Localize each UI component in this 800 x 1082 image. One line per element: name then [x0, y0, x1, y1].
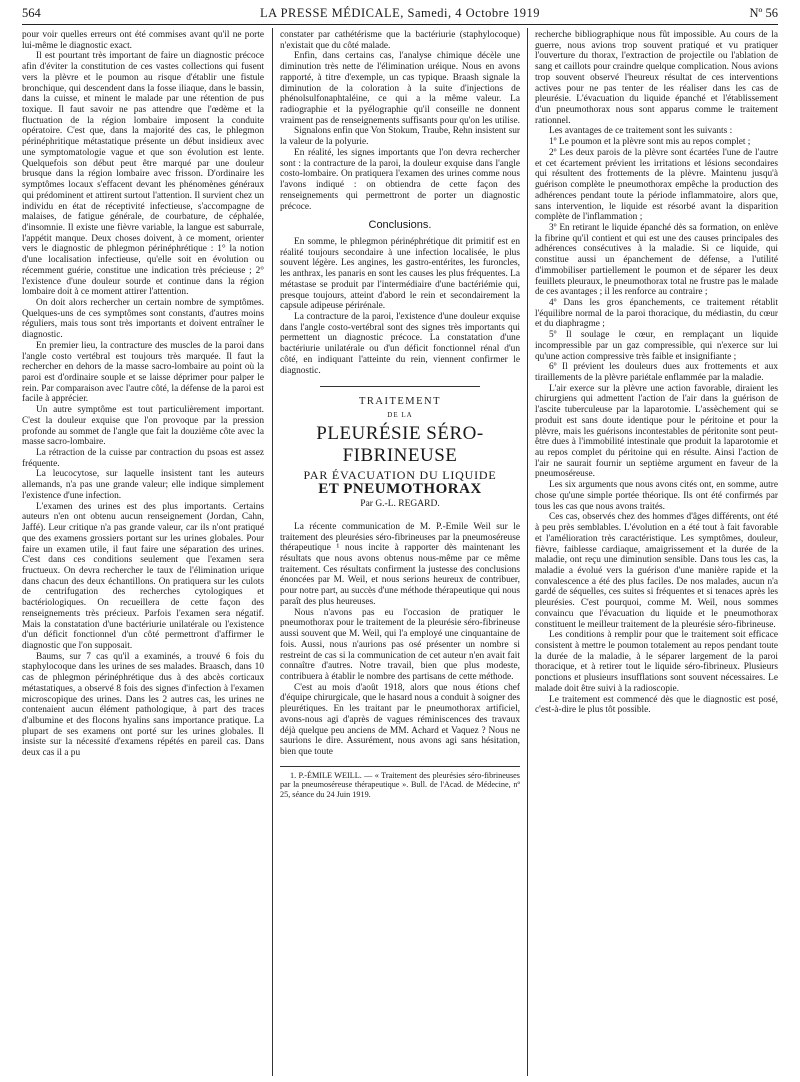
article-title-line: TRAITEMENT: [358, 396, 442, 408]
paragraph: 2º Les deux parois de la plèvre sont écartées l'une de l'autre et cet écartement prévient les irritations et lésions secondaires qui résultent des frottements de la plèvre. Maintenu jusqu'à guérison complète le pneumothorax empêche la production des adhérences pendant toute la période inflammatoire, alors que, sans intervention, le liquide est résorbé avant la disparition complète de l'inflammation ;: [535, 147, 778, 223]
article-title-line: ET PNEUMOTHORAX: [318, 481, 482, 498]
page-number: 564: [22, 6, 41, 20]
paragraph: 5º Il soulage le cœur, en remplaçant un liquide incompressible par un gaz compressible, qui n'exerce sur lui qu'une action compressive très faible et insignifiante ;: [535, 330, 778, 362]
paragraph: La rétraction de la cuisse par contraction du psoas est assez fréquente.: [22, 448, 264, 469]
paragraph: L'air exerce sur la plèvre une action favorable, diraient les chirurgiens qui admettent l'action de l'air dans la guérison de l'ascite tuberculeuse par la laparotomie. L'assèchement qui se produit est sans doute identique pour le péritoine et pour la plèvre, mais les guérisons incontestables de péritonite sont peut-être dues à l'immobilité intestinale que produit la laparotomie et au repos complet du péritoine qui en résulte. Ainsi l'action de l'air ne saurait fournir un septième argument en faveur de la pneumoséreuse.: [535, 383, 778, 480]
column-divider: [272, 28, 273, 1076]
article-separator: [320, 386, 480, 387]
paragraph: Les conditions à remplir pour que le traitement soit efficace consistent à mettre le poumon totalement au repos pendant toute la durée de la maladie, à le séparer largement de la paroi thoracique, et à retirer tout le liquide séro-fibrineux. Plusieurs ponctions et plusieurs insufflations sont souvent nécessaires. Le malade doit être suivi à la radioscopie.: [535, 630, 778, 694]
article-title-line: DE LA: [387, 411, 413, 419]
paragraph: pour voir quelles erreurs ont été commises avant qu'il ne porte lui-même le diagnostic exact.: [22, 30, 264, 51]
issue-number: Nº 56: [749, 6, 778, 20]
paragraph: La leucocytose, sur laquelle insistent tant les auteurs allemands, n'a pas une grande valeur; elle indique simplement l'existence d'une infection.: [22, 469, 264, 501]
paragraph: On doit alors rechercher un certain nombre de symptômes. Quelques-uns de ces symptômes sont constants, d'autres moins réguliers, mais tous sont très importants et doivent entraîner le diagnostic.: [22, 297, 264, 341]
paragraph: recherche bibliographique nous fût impossible. Au cours de la guerre, nous avions trop souvent pratiqué et vu pratiquer l'ouverture du thorax, l'extraction de projectile ou l'ablation de sang et caillots pour craindre quelque complication. Nous avions trop souvent observé l'heureux résultat de ces interventions actives pour ne pas tenter de les réaliser dans les cas de pleurésie. L'évacuation du liquide épanché et l'établissement d'un pneumothorax nous sont apparus comme le traitement rationnel.: [535, 30, 778, 126]
paragraph: La contracture de la paroi, l'existence d'une douleur exquise dans l'angle costo-vertébral sont des signes très importants qui permettent un diagnostic précoce. La constatation d'une bactériurie unilatérale ou d'un déficit fonctionnel rénal d'un côté, en indiquant l'atteinte du rein, viennent confirmer le diagnostic.: [280, 311, 520, 376]
paragraph: Enfin, dans certains cas, l'analyse chimique décèle une diminution très nette de l'élimination uréique. Nous en avons rapporté, à titre d'exemple, un cas typique. Braash signale la diminution de la coloration à la suite d'injections de phénolsulfonaphtaléine, ce qui a la même valeur. La radiographie et la pyélographie qu'il conseille ne donnent vraiment pas de renseignements suffisants pour qu'on les utilise.: [280, 51, 520, 126]
paragraph: 1º Le poumon et la plèvre sont mis au repos complet ;: [549, 137, 751, 148]
paragraph: Nous n'avons pas eu l'occasion de pratiquer le pneumothorax pour le traitement de la pleurésie séro-fibrineuse aussi souvent que M. Weil, qui l'a employé une cinquantaine de fois. Aussi, nous n'aurions pas osé présenter un nombre si restreint de cas si la communication de cet auteur n'en avait fait connaître d'autres. Notre travail, bien que plus modeste, contribuera à établir le nombre des partisans de cette méthode.: [280, 607, 520, 682]
article-title-main: PLEURÉSIE SÉRO-FIBRINEUSE: [316, 422, 484, 466]
paragraph: L'examen des urines est des plus importants. Certains auteurs n'en ont obtenu aucun renseignement (Jordan, Cahn, Jaffé). Leur critique n'a pas grande valeur, car ils n'ont pratiqué que des examens grossiers portant sur les urines globales. Pour faire un examen utile, il faut faire une séparation des urines. C'est dans ces conditions seulement que l'examen sera fructueux. On devra rechercher le taux de l'élimination urique dans chacun des deux échantillons. On pratiquera sur les culots de centrifugation des recherches cytologiques et bactériologiques. On recueillera de cette façon des renseignements très précieux. Parfois l'examen sera négatif. Mais la constatation d'une bactériurie unilatérale ou l'existence d'un déficit fonctionnel d'un côté permettront d'affirmer le diagnostic que l'on supposait.: [22, 501, 264, 651]
paragraph: Les avantages de ce traitement sont les suivants :: [549, 126, 733, 137]
column-divider: [527, 28, 528, 1076]
section-heading: Conclusions.: [368, 219, 432, 232]
footnote-text: 1. P.-ÉMILE WEILL. — « Traitement des pleurésies séro-fibrineuses par la pneumoséreuse thérapeutique ». Bull. de l'Acad. de Médecine, nº 25, séance du 24 Juin 1919.: [280, 770, 520, 799]
paragraph: En premier lieu, la contracture des muscles de la paroi dans l'angle costo vertébral est toujours très marquée. Il faut la rechercher en dehors de la masse sacro-lombaire au point où la paroi est d'ordinaire souple et se laisse déprimer pour palper le rein. Par comparaison avec l'autre côté, la défense de la paroi est facile à apprécier.: [22, 340, 264, 405]
article-author: Par G.-L. REGARD.: [360, 499, 440, 510]
paragraph: La récente communication de M. P.-Emile Weil sur le traitement des pleurésies séro-fibrineuses par la pneumoséreuse thérapeutique ¹ nous incite à rapporter dès maintenant les résultats que nous avons obtenus nous-même par ce même traitement. Ces résultats confirment la justesse des conclusions énoncées par M. Weil, et nous serions heureux de contribuer, pour notre part, au succès d'une méthode thérapeutique qui nous paraît des plus heureuses.: [280, 521, 520, 607]
paragraph: Il est pourtant très important de faire un diagnostic précoce afin d'éviter la constitution de ces vastes collections qui fusent vers la plèvre et le poumon au risque d'établir une fistule bronchique, qui descendent dans la fosse iliaque, dans le bassin, dans la cuisse, et minent le malade par une rétention de pus toxique. Il faut savoir ne pas attendre que l'œdème et la fluctuation de la région lombaire imposent la conduite opératoire. C'est que, dans la majorité des cas, le phlegmon périnéphritique métastatique présente un début insidieux avec une symptomatologie vague et que son évolution est lente. Quelquefois son début peut être marqué par une douleur brusque dans la région lombaire avec frisson. D'ordinaire les symptômes locaux s'effacent devant les phénomènes généraux qui prédominent et attirent surtout l'attention. Il survient chez un individu en état de réceptivité infectieuse, s'accompagne de malaises, de fatigue générale, de courbature, de céphalée, d'insomnie. Il existe une fièvre variable, la langue est saburrale, l'appétit manque. Deux choses doivent, à ce moment, orienter vers le diagnostic de phlegmon périnéphrétique : 1° la notion d'une localisation infectieuse, qu'elle soit en évolution ou récemment guérie, constitue une indication très précieuse ; 2° l'existence d'une douleur sourde et continue dans la région lombaire doit à ce moment attirer l'attention.: [22, 51, 264, 298]
column-2: [280, 30, 520, 1076]
paragraph: C'est au mois d'août 1918, alors que nous étions chef d'équipe chirurgicale, que le hasard nous a conduit à soigner des pleurétiques. En les traitant par le pneumothorax artificiel, avons-nous agi d'après de vagues réminiscences des travaux déjà quelque peu anciens de MM. Achard et Vaquez ? Nous ne saurions le dire. Assurément, nous avons agi sans hésitation, bien que toute: [280, 682, 520, 757]
paragraph: 3º En retirant le liquide épanché dès sa formation, on enlève la fibrine qu'il contient et qui est une des causes principales des adhérences consécutives à la maladie. Si ce liquide, qui constitue aussi un épanchement de défense, a l'utilité d'immobiliser partiellement le poumon et de séparer les deux feuillets pleuraux, le pneumothorax total ne frustre pas le malade de ces avantages ; il les renforce au contraire ;: [535, 222, 778, 298]
paragraph: constater par cathétérisme que la bactériurie (staphylocoque) n'existait que du côté malade.: [280, 30, 520, 51]
header-rule: [22, 24, 778, 25]
paragraph: Ces cas, observés chez des hommes d'âges différents, ont été à peu près semblables. L'évolution en a été tout à fait favorable et l'amélioration très caractéristique. Les symptômes, douleur, fièvre, faiblesse cardiaque, amaigrissement et la durée de la maladie, ont reçu une diminution sensible. Dans tous les cas, la maladie a évolué vers la guérison d'une manière rapide et la convalescence a été des plus faciles. De nos malades, aucun n'a gardé de séquelles, ces suites si fréquentes et si tenaces après les pleurésies. C'est pourquoi, comme M. Weil, nous sommes convaincu que l'évacuation du liquide et le pneumothorax constituent le meilleur traitement de la pleurésie séro-fibrineuse.: [535, 512, 778, 630]
paragraph: En réalité, les signes importants que l'on devra rechercher sont : la contracture de la paroi, la douleur exquise dans l'angle costo-lombaire. On pratiquera l'examen des urines comme nous l'avons indiqué : on obtiendra de cette façon des renseignements qui permettront de porter un diagnostic précoce.: [280, 147, 520, 212]
paragraph: 4º Dans les gros épanchements, ce traitement rétablit l'équilibre normal de la paroi thoracique, du médiastin, du cœur et du diaphragme ;: [535, 297, 778, 330]
paragraph: Le traitement est commencé dès que le diagnostic est posé, c'est-à-dire le plus tôt possible.: [535, 694, 778, 716]
running-header: [22, 6, 778, 24]
paragraph: Les six arguments que nous avons cités ont, en somme, autre chose qu'une simple portée théorique. Ils ont été confirmés par tous les cas que nous avons traités.: [535, 480, 778, 512]
paragraph: Baums, sur 7 cas qu'il a examinés, a trouvé 6 fois du staphylocoque dans les urines de ses malades. Braasch, dans 10 cas de phlegmon périnéphrétique dus à des abcès corticaux métastatiques, a observé 8 fois des signes d'infection à l'examen microscopique des urines. Dans les 2 autres cas, les urines ne contenaient aucun élément pathologique, à part des traces d'albumine et des flocons hyalins sans importance pratique. La plupart de ses examens ont porté sur les urines globales. Il insiste sur la nécessité d'examens répétés en pareil cas. Dans deux cas il a pu: [22, 651, 264, 759]
column-1: [22, 30, 264, 1076]
article-title-line: PAR ÉVACUATION DU LIQUIDE: [303, 467, 497, 482]
paragraph: Un autre symptôme est tout particulièrement important. C'est la douleur exquise que l'on provoque par la pression profonde au sommet de l'angle que fait la douzième côte avec la masse sacro-lombaire.: [22, 405, 264, 448]
column-3: [535, 30, 778, 1076]
paragraph: 6º Il prévient les douleurs dues aux frottements et aux tiraillements de la plèvre pariétale enflammée par la maladie.: [535, 362, 778, 383]
paragraph: En somme, le phlegmon périnéphrétique dit primitif est en réalité toujours secondaire à une infection localisée, le plus souvent légère. Les angines, les gastro-entérites, les furoncles, les anthrax, les panaris en sont les causes les plus fréquentes. La métastase se produit par l'intermédiaire d'une bactériémie qui, presque toujours, atteint d'abord le rein et secondairement la capsule adipeuse périrénale.: [280, 236, 520, 312]
article-title-block: [280, 397, 520, 510]
journal-title: LA PRESSE MÉDICALE, Samedi, 4 Octobre 1919: [259, 6, 540, 20]
footnote: [280, 766, 520, 799]
paragraph: Signalons enfin que Von Stokum, Traube, Rehn insistent sur la valeur de la polyurie.: [280, 126, 520, 148]
